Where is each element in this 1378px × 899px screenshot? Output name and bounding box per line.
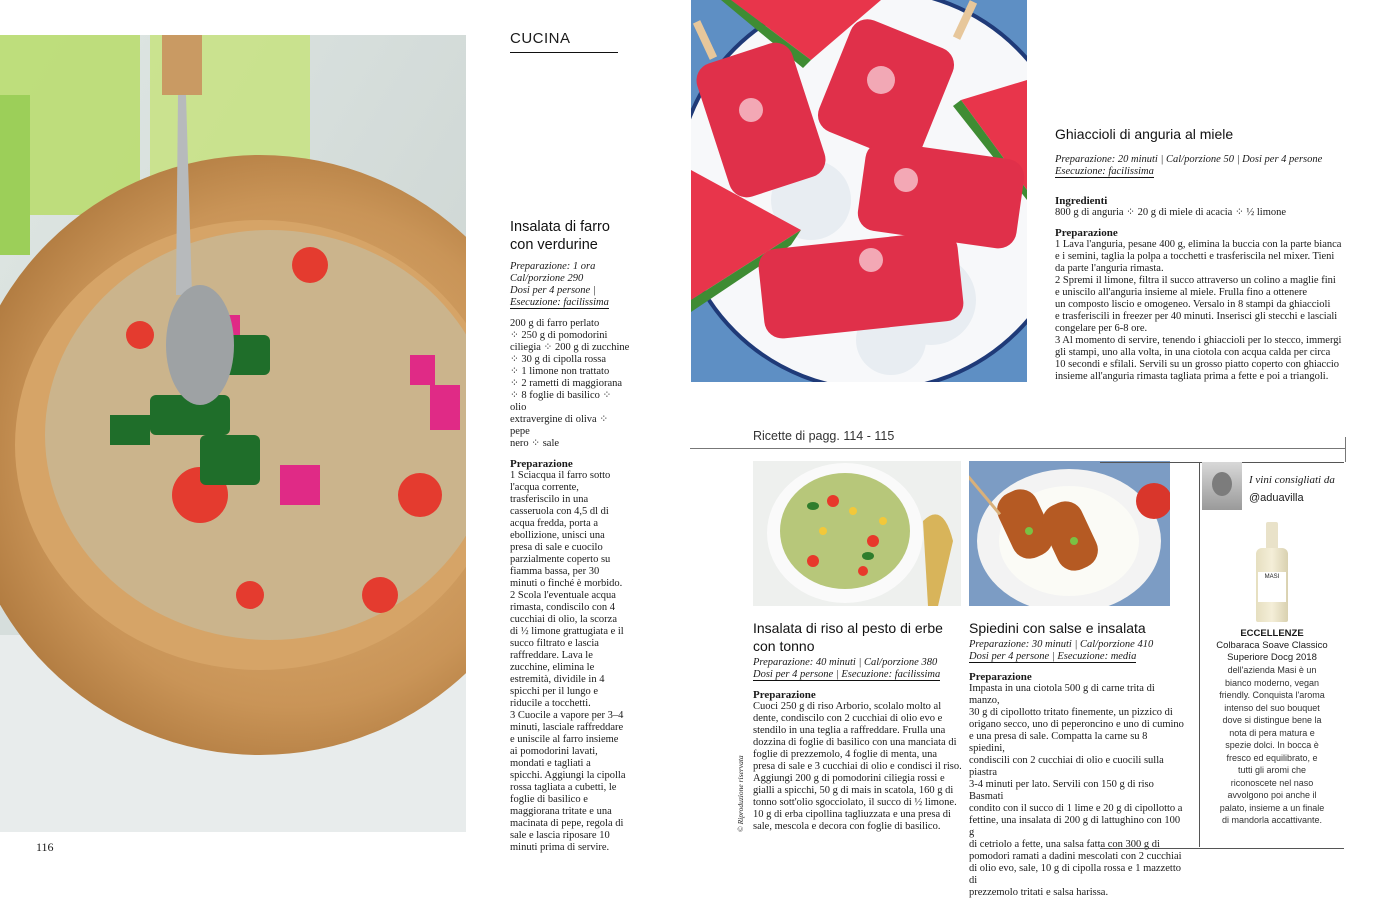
farro-title-line: Insalata di farro — [510, 219, 610, 235]
farro-meta-line: Dosi per 4 persone | — [510, 285, 596, 296]
step-line: e trasferiscili in freezer per 40 minuti. Inserisci gli stecchi e lasciali — [1055, 311, 1338, 322]
ingredient-line: ⁘ 30 g di cipolla rossa — [510, 354, 606, 365]
step-line: fettine, una insalata di 200 g di lattughino con 100 g — [969, 815, 1181, 838]
step-line: dozzina di foglie di basilico con una manciata di — [753, 737, 957, 748]
ingredient-line: ⁘ 250 g di pomodorini — [510, 330, 608, 341]
step-line: minuti prima di servire. — [510, 842, 610, 853]
wine-desc-line: intenso del suo bouquet — [1224, 702, 1320, 713]
ingredient-line: ciliegia ⁘ 200 g di zucchine — [510, 342, 630, 353]
step-line: e uniscilo all'anguria insieme al miele. Frulla fino a ottenere — [1055, 287, 1308, 298]
wine-column — [1202, 462, 1342, 827]
step-line: rossa tagliata a cubetti, le — [510, 782, 617, 793]
step-line: condiscili con 2 cucchiai di olio e cuocili sulla piastra — [969, 755, 1164, 778]
step-line: e i semini, taglia la polpa a tocchetti e trasferiscila nel mixer. Tieni — [1055, 251, 1335, 262]
step-line: sale, mescola e decora con foglie di basilico. — [753, 821, 941, 832]
ingredient-line: 200 g di farro perlato — [510, 318, 600, 329]
ghiaccioli-meta — [1055, 154, 1355, 178]
wine-handle[interactable]: @aduavilla — [1249, 492, 1304, 504]
related-vertical-rule — [1345, 437, 1346, 462]
wine-name-line: Superiore Docg 2018 — [1227, 652, 1317, 663]
wine-desc-line: spezie dolci. In bocca è — [1225, 740, 1319, 750]
step-line: raffreddare. Lava le — [510, 650, 593, 661]
page-number: 116 — [36, 840, 54, 854]
wine-desc-line: nota di pera matura e — [1229, 727, 1315, 738]
spiedini-prep-title: Preparazione — [969, 671, 1032, 683]
step-line: presa di sale e cuocilo — [510, 542, 603, 553]
step-line: sale e lascia riposare 10 — [510, 830, 610, 841]
farro-salad-photo — [0, 35, 466, 832]
spiedini-meta-line: Preparazione: 30 minuti | Cal/porzione 410 — [969, 639, 1154, 650]
step-line: condito con il succo di 1 lime e 20 g di cipollotto a — [969, 803, 1183, 814]
ingredient-line: ⁘ 1 limone non trattato — [510, 366, 610, 377]
farro-ingredients — [510, 318, 630, 450]
farro-title — [510, 218, 630, 254]
section-underline — [510, 52, 618, 53]
step-line: riducile a tocchetti. — [510, 698, 591, 709]
riso-prep-title: Preparazione — [753, 689, 816, 701]
wine-desc-line: dove si distingue bene la — [1222, 715, 1322, 725]
riso-steps — [753, 701, 968, 833]
step-line: presa di sale e 3 cucchiai di olio e condisci il riso. — [753, 761, 962, 772]
avatar-head — [1212, 472, 1232, 496]
step-line: succo filtrato e lascia — [510, 638, 599, 649]
spiedini-title: Spiedini con salse e insalata — [969, 620, 1146, 636]
step-line: fiamma bassa, per 30 — [510, 566, 600, 577]
step-line: foglie di basilico e — [510, 794, 588, 805]
step-line: gialli a spicchi, 50 g di mais in scatola, 160 g di — [753, 785, 954, 796]
step-line: di olio evo, sale, 10 g di cipolla rossa e 1 mazzetto di — [969, 863, 1181, 886]
step-line: congelare per 6-8 ore. — [1055, 323, 1148, 334]
step-line: minuti o finché è morbido. — [510, 578, 623, 589]
step-line: prezzemolo tritati e salsa harissa. — [969, 887, 1109, 898]
step-line: stendilo in una teglia a raffreddare. Frulla una — [753, 725, 946, 736]
wine-desc-line: riconoscete nel naso — [1230, 777, 1314, 788]
step-line: parzialmente coperto su — [510, 554, 611, 565]
riso-recipe — [753, 619, 968, 833]
wine-desc-line: tutti gli aromi che — [1237, 765, 1307, 775]
step-line: cucchiai di olio, la scorza — [510, 614, 617, 625]
popsicles-photo — [691, 0, 1027, 382]
step-line: dente, condiscilo con 2 cucchiai di olio evo e — [753, 713, 943, 724]
step-line: estremità, dividile in 4 — [510, 674, 605, 685]
step-line: ai pomodorini lavati, — [510, 746, 598, 757]
step-line: Impasta in una ciotola 500 g di carne trita di manzo, — [969, 683, 1155, 706]
riso-meta-line: Preparazione: 40 minuti | Cal/porzione 380 — [753, 657, 938, 668]
avatar — [1202, 462, 1242, 510]
wine-badge: ECCELLENZE — [1240, 628, 1304, 639]
step-line: da parte l'anguria rimasta. — [1055, 263, 1164, 274]
wine-intro: I vini consigliati da — [1249, 474, 1335, 486]
step-line: 3 Cuocile a vapore per 3–4 — [510, 710, 624, 721]
step-line: Aggiungi 200 g di pomodorini ciliegia rossi e — [753, 773, 945, 784]
step-line: origano secco, uno di peperoncino e uno di cumino — [969, 719, 1184, 730]
step-line: l'acqua corrente, — [510, 482, 579, 493]
step-line: minuti, lasciale raffreddare — [510, 722, 624, 733]
step-line: 10 g di erba cipollina tagliuzzata e una presa di — [753, 809, 951, 820]
step-line: 2 Spremi il limone, filtra il succo attraverso un colino a maglie fini — [1055, 275, 1336, 286]
step-line: un composto liscio e omogeneo. Versalo in 8 stampi da ghiaccioli — [1055, 299, 1331, 310]
section-title: CUCINA — [510, 30, 571, 47]
riso-title-line: Insalata di riso al pesto di erbe — [753, 620, 943, 636]
step-line: mondati e tagliati a — [510, 758, 591, 769]
step-line: e uniscile al farro insieme — [510, 734, 619, 745]
step-line: spicchi. Aggiungi la cipolla — [510, 770, 626, 781]
step-line: 10 secondi e sfilali. Servili su un grosso piatto coperto con ghiaccio — [1055, 359, 1340, 370]
ingredient-line: extravergine di oliva ⁘ pepe — [510, 414, 609, 437]
step-line: macinata di pepe, regola di — [510, 818, 624, 829]
wine-desc-line: fresco ed equilibrato, e — [1226, 752, 1318, 763]
ghiaccioli-steps — [1055, 239, 1355, 383]
ingredient-line: nero ⁘ sale — [510, 438, 560, 449]
step-line: acqua fredda, porta a — [510, 518, 599, 529]
step-line: maggiorana tritate e una — [510, 806, 612, 817]
farro-title-line: con verdurine — [510, 237, 598, 253]
related-rule — [690, 448, 1346, 449]
step-line: rimasta, condiscilo con 4 — [510, 602, 615, 613]
farro-meta-line: Esecuzione: facilissima — [510, 297, 609, 308]
wine-desc-line: bianco moderno, vegan — [1224, 677, 1320, 688]
step-line: Cuoci 250 g di riso Arborio, scolalo molto al — [753, 701, 942, 712]
step-line: ebollizione, unisci una — [510, 530, 605, 541]
wine-desc-line: di mandorla accattivante. — [1221, 815, 1323, 825]
wine-bottle — [1252, 522, 1292, 622]
related-header: Ricette di pagg. 114 - 115 — [753, 429, 895, 443]
farro-meta-line: Preparazione: 1 ora — [510, 261, 596, 272]
riso-title — [753, 619, 968, 655]
step-line: gli stampi, uno alla volta, in una ciotola con acqua calda per circa — [1055, 347, 1331, 358]
wine-name-line: Colbaraca Soave Classico — [1216, 640, 1328, 651]
step-line: foglie di prezzemolo, 4 foglie di menta, una — [753, 749, 937, 760]
step-line: zucchine, elimina le — [510, 662, 595, 673]
bottle-label: MASI — [1258, 572, 1286, 602]
ghiaccioli-ing-title: Ingredienti — [1055, 195, 1108, 207]
ghiaccioli-ingredients: 800 g di anguria ⁘ 20 g di miele di acacia ⁘ ½ limone — [1055, 207, 1287, 218]
ingredient-line: ⁘ 8 foglie di basilico ⁘ olio — [510, 390, 612, 413]
farro-prep-title: Preparazione — [510, 458, 573, 470]
ghiaccioli-meta-line: Esecuzione: facilissima — [1055, 166, 1154, 177]
farro-meta — [510, 261, 630, 309]
photo-credit: © Riproduzione riservata — [736, 755, 745, 832]
wine-desc-line: dell'azienda Masi è un — [1227, 665, 1317, 675]
wine-desc-line: palato, insieme a un finale — [1219, 802, 1325, 813]
step-line: casseruola con 4,5 dl di — [510, 506, 609, 517]
step-line: 3-4 minuti per lato. Servili con 150 g di riso Basmati — [969, 779, 1154, 802]
ghiaccioli-prep-title: Preparazione — [1055, 227, 1118, 239]
step-line: 1 Lava l'anguria, pesane 400 g, elimina la buccia con la parte bianca — [1055, 239, 1342, 250]
ghiaccioli-meta-line: Preparazione: 20 minuti | Cal/porzione 50 | Dosi per 4 persone — [1055, 154, 1323, 165]
ghiaccioli-title: Ghiaccioli di anguria al miele — [1055, 126, 1234, 142]
step-line: e una presa di sale. Compatta la carne su 8 spiedini, — [969, 731, 1148, 754]
step-line: spicchi per il lungo e — [510, 686, 599, 697]
wine-box-divider — [1199, 462, 1200, 847]
ingredient-line: ⁘ 2 rametti di maggiorana — [510, 378, 623, 389]
farro-meta-line: Cal/porzione 290 — [510, 273, 584, 284]
ghiaccioli-recipe — [1055, 126, 1355, 383]
wine-desc-line: friendly. Conquista l'aroma — [1219, 690, 1325, 700]
spiedini-meta-line: Dosi per 4 persone | Esecuzione: media — [969, 651, 1137, 662]
rice-salad-photo — [753, 461, 961, 606]
farro-steps — [510, 470, 630, 854]
riso-meta-line: Dosi per 4 persone | Esecuzione: facilissima — [753, 669, 941, 680]
step-line: 30 g di cipollotto tritato finemente, un pizzico di — [969, 707, 1173, 718]
wine-desc-line: avvolgono poi anche il — [1227, 790, 1317, 800]
step-line: insieme all'anguria rimasta tagliata prima a fette e poi a triangoli. — [1055, 371, 1329, 382]
wine-description — [1202, 664, 1342, 827]
step-line: di ½ limone grattugiata e il — [510, 626, 624, 637]
step-line: pomodori ramati a dadini mescolati con 2 cucchiai — [969, 851, 1182, 862]
step-line: di cetriolo a fette, una salsa fatta con 300 g di — [969, 839, 1160, 850]
step-line: 2 Scola l'eventuale acqua — [510, 590, 616, 601]
step-line: trasferiscilo in una — [510, 494, 589, 505]
riso-meta — [753, 657, 968, 681]
farro-recipe — [510, 218, 630, 854]
step-line: 3 Al momento di servire, tenendo i ghiaccioli per lo stecco, immergi — [1055, 335, 1342, 346]
riso-title-line: con tonno — [753, 638, 815, 654]
step-line: tonno sott'olio sgocciolato, il succo di ½ limone. — [753, 797, 957, 808]
step-line: 1 Sciacqua il farro sotto — [510, 470, 611, 481]
